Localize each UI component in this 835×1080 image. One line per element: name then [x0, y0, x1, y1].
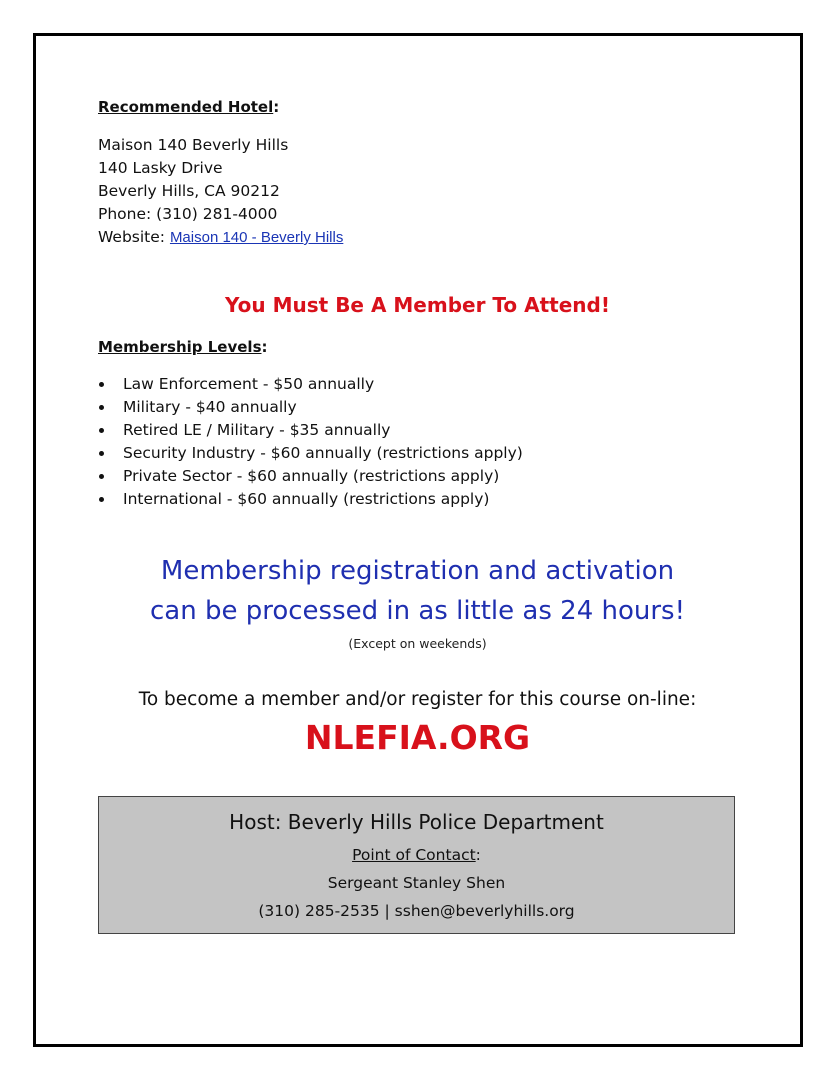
- poc-label-text: Point of Contact: [352, 846, 476, 864]
- hotel-street: 140 Lasky Drive: [98, 159, 223, 177]
- hotel-heading: [98, 98, 279, 116]
- list-item: Private Sector - $60 annually (restrictions apply): [98, 465, 523, 488]
- list-item: Security Industry - $60 annually (restrictions apply): [98, 442, 523, 465]
- list-item: International - $60 annually (restrictions apply): [98, 488, 523, 511]
- point-of-contact-label: [99, 846, 734, 864]
- promo-message: [0, 551, 835, 631]
- hotel-phone: Phone: (310) 281-4000: [98, 205, 278, 223]
- poc-label-colon: :: [475, 846, 481, 864]
- website-label: Website:: [98, 228, 170, 246]
- member-notice: You Must Be A Member To Attend!: [225, 293, 610, 317]
- register-site-link[interactable]: NLEFIA.ORG: [304, 718, 531, 757]
- list-item: Law Enforcement - $50 annually: [98, 373, 523, 396]
- contact-info: (310) 285-2535 | sshen@beverlyhills.org: [258, 902, 575, 920]
- list-item: Military - $40 annually: [98, 396, 523, 419]
- hotel-website-link[interactable]: Maison 140 - Beverly Hills: [169, 229, 344, 246]
- hotel-heading-colon: :: [273, 98, 280, 116]
- hotel-city: Beverly Hills, CA 90212: [98, 182, 280, 200]
- hotel-address: [98, 134, 343, 249]
- promo-line-2: can be processed in as little as 24 hours!: [149, 596, 686, 626]
- membership-heading: [98, 338, 268, 356]
- contact-name: Sergeant Stanley Shen: [327, 874, 506, 892]
- host-box: [98, 796, 735, 934]
- hotel-heading-text: Recommended Hotel: [98, 98, 274, 116]
- hotel-website: [98, 226, 343, 249]
- membership-levels-list: [98, 373, 523, 511]
- membership-heading-colon: :: [261, 338, 268, 356]
- membership-heading-text: Membership Levels: [98, 338, 262, 356]
- host-title: Host: Beverly Hills Police Department: [229, 810, 604, 834]
- hotel-name: Maison 140 Beverly Hills: [98, 136, 289, 154]
- promo-line-1: Membership registration and activation: [160, 556, 675, 586]
- promo-note: (Except on weekends): [348, 636, 487, 651]
- list-item: Retired LE / Military - $35 annually: [98, 419, 523, 442]
- register-text: To become a member and/or register for this course on-line:: [138, 689, 697, 710]
